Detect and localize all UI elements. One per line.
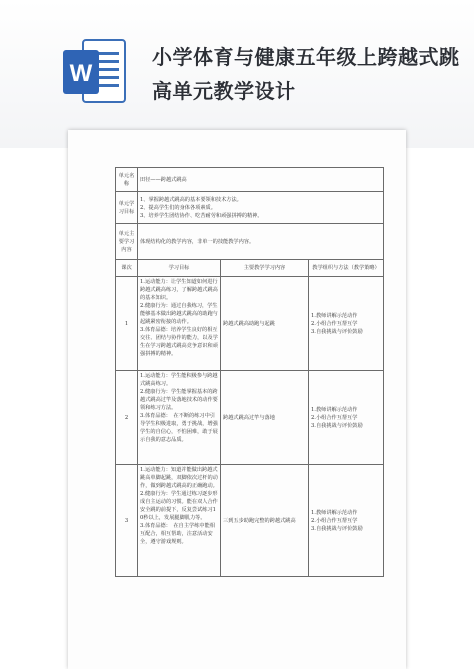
unit-goal-line: 2、提高学生们的身体各项素质。 bbox=[140, 204, 216, 211]
header-banner bbox=[0, 0, 474, 148]
lesson-objectives bbox=[138, 371, 221, 465]
table-row bbox=[116, 371, 384, 465]
objective-item: 2.健康行为：学生通过练习逐步形成自主运动的习惯。能在双人合作安全跳的前提下，反复尝试练习10秒以上，发展腿脚肌力等。 bbox=[140, 491, 218, 521]
word-logo-letter: W bbox=[69, 60, 93, 87]
lesson-plan-table bbox=[115, 167, 384, 577]
lesson-content: 三到五步助跑完整的跨越式跳高 bbox=[221, 465, 309, 577]
objective-item: 2.健康行为：通过自我练习，学生能够基本做出跨越式跳高的助跑与起跳紧密衔接的动作。 bbox=[140, 303, 218, 325]
unit-content-value: 体现结构化的教学内容，非单一的技能教学内容。 bbox=[138, 224, 384, 260]
objective-item: 1.运动能力：让学生知道如何进行跨越式跳高练习，了解跨越式跳高的基本知识。 bbox=[140, 279, 218, 301]
org-item: 3.自我挑战与评价鼓励 bbox=[311, 328, 363, 335]
objective-item: 3.体育品德：培养学生良好的相互交往、团结与协作的能力，以及学生在学习跨越式跳高竞争意识和顽强拼搏的精神。 bbox=[140, 327, 218, 357]
org-item: 2.小组合作互帮互学 bbox=[311, 414, 358, 421]
org-item: 1.教师讲解示范动作 bbox=[311, 312, 358, 319]
org-item: 2.小组合作互帮互学 bbox=[311, 517, 358, 524]
column-header-objectives: 学习目标 bbox=[138, 260, 221, 277]
org-item: 1.教师讲解示范动作 bbox=[311, 509, 358, 516]
column-header-lesson: 课次 bbox=[116, 260, 138, 277]
word-document-icon bbox=[63, 38, 127, 106]
unit-name-label: 单元名称 bbox=[116, 168, 138, 192]
objective-item: 3.体育品德： 在不断的练习中引导学生积极进取，勇于挑战，增强学生的自信心，不怕困难，敢于展示自我的意志品质。 bbox=[140, 413, 218, 443]
column-header-row bbox=[116, 260, 384, 277]
unit-goal-line: 1、掌握跨越式跳高的基本要领和技术方法。 bbox=[140, 196, 242, 203]
org-item: 2.小组合作互帮互学 bbox=[311, 320, 358, 327]
column-header-org: 教学组织与方法（教学策略） bbox=[309, 260, 384, 277]
lesson-content: 跨越式跳高过竿与落地 bbox=[221, 371, 309, 465]
document-sheet bbox=[68, 130, 406, 669]
unit-name-value: 田径——跨越式跳高 bbox=[138, 168, 384, 192]
unit-name-row bbox=[116, 168, 384, 192]
objective-item: 3.体育品德： 在自主学练中能相互配合，相互帮助，注意活动安全，遵守游戏规则。 bbox=[140, 523, 215, 545]
lesson-org bbox=[309, 465, 384, 577]
table-row bbox=[116, 465, 384, 577]
lesson-number: 1 bbox=[116, 277, 138, 371]
org-item: 1.教师讲解示范动作 bbox=[311, 406, 358, 413]
unit-goal-value bbox=[138, 192, 384, 224]
lesson-objectives bbox=[138, 277, 221, 371]
lesson-number: 3 bbox=[116, 465, 138, 577]
org-item: 3.自我挑战与评价鼓励 bbox=[311, 525, 363, 532]
objective-item: 1.运动能力：知道并能做出跨越式跳高单脚起跳，双脚依次过杆的动作，做到跨越式跳高的正确跑动。 bbox=[140, 467, 218, 489]
unit-goal-row bbox=[116, 192, 384, 224]
column-header-content: 主要教学学习内容 bbox=[221, 260, 309, 277]
lesson-objectives bbox=[138, 465, 221, 577]
lesson-content: 跨越式跳高助跑与起跳 bbox=[221, 277, 309, 371]
page-title: 小学体育与健康五年级上跨越式跳高单元教学设计 bbox=[152, 45, 460, 103]
org-item: 3.自我挑战与评价鼓励 bbox=[311, 422, 363, 429]
unit-goal-label: 单元学习目标 bbox=[116, 192, 138, 224]
unit-content-label: 单元主要学习内容 bbox=[116, 224, 138, 260]
lesson-number: 2 bbox=[116, 371, 138, 465]
objective-item: 2.健康行为：学生能掌握基本的跨越式跳高过竿及落地技术的动作要领和练习方法。 bbox=[140, 389, 218, 411]
objective-item: 1.运动能力：学生能积极参与跨越式跳高练习。 bbox=[140, 373, 218, 387]
unit-content-row bbox=[116, 224, 384, 260]
unit-goal-line: 3、培养学生团结协作、吃苦耐劳和顽强拼搏的精神。 bbox=[140, 212, 263, 219]
lesson-org bbox=[309, 277, 384, 371]
lesson-org bbox=[309, 371, 384, 465]
table-row bbox=[116, 277, 384, 371]
